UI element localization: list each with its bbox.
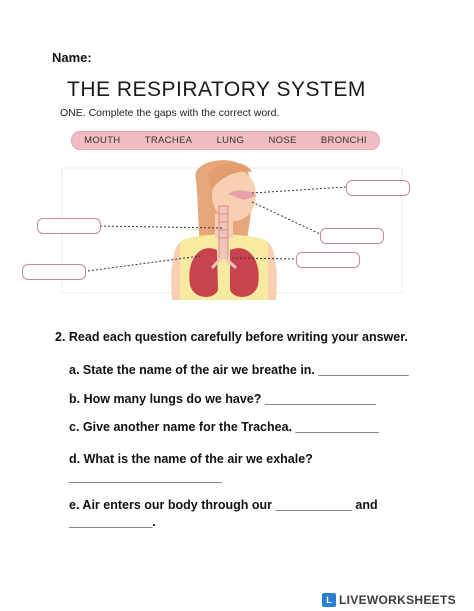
footer-brand [322, 592, 456, 608]
pointer-line-mouth [252, 202, 320, 234]
answer-box-5[interactable] [22, 264, 86, 280]
instruction-text: ONE. Complete the gaps with the correct word. [60, 107, 280, 119]
name-label: Name: [52, 50, 92, 65]
question-e-blank: ____________. [69, 515, 156, 529]
word-bank-item: BRONCHI [320, 135, 367, 146]
brand-name: LIVEWORKSHEETS [339, 593, 456, 607]
question-a: a. State the name of the air we breathe in. _____________ [69, 363, 409, 377]
answer-box-1[interactable] [346, 180, 410, 196]
question-c: c. Give another name for the Trachea. ____________ [69, 420, 379, 434]
answer-box-3[interactable] [296, 252, 360, 268]
right-arm [268, 242, 277, 300]
liveworksheets-logo-icon: L [322, 593, 336, 607]
pointer-line-nose [252, 187, 346, 193]
word-bank-item: TRACHEA [144, 135, 193, 146]
respiratory-diagram [0, 150, 474, 305]
question-b: b. How many lungs do we have? ________________ [69, 392, 377, 406]
question-d: d. What is the name of the air we exhale? [69, 452, 313, 466]
word-bank-item: MOUTH [84, 135, 121, 146]
answer-box-4[interactable] [37, 218, 101, 234]
word-bank-item: NOSE [268, 135, 297, 146]
left-arm [171, 242, 180, 300]
answer-box-2[interactable] [320, 228, 384, 244]
question-e: e. Air enters our body through our ___________ and [69, 498, 378, 512]
section-2-heading: 2. Read each question carefully before writing your answer. [55, 330, 408, 344]
word-bank-item: LUNG [216, 135, 245, 146]
page-title: THE RESPIRATORY SYSTEM [67, 78, 366, 101]
question-d-blank: ______________________ [69, 470, 222, 484]
word-bank [71, 131, 380, 150]
